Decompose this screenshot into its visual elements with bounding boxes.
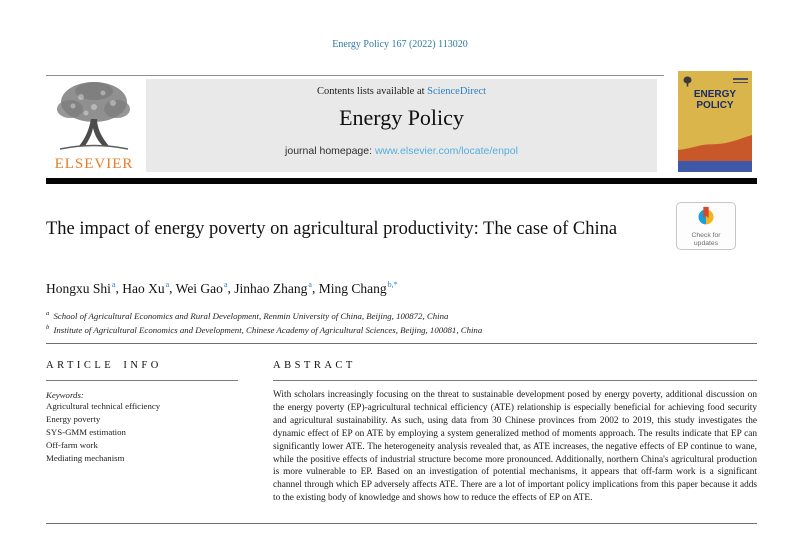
homepage-label: journal homepage: — [285, 145, 373, 157]
cover-journal-title — [678, 90, 752, 111]
article-title: The impact of energy poverty on agricultural productivity: The case of China — [46, 219, 618, 239]
author-affiliation-sup: a — [223, 280, 228, 289]
abstract-column — [273, 360, 757, 505]
affiliation-line: $^a$ School of Agricultural Economics and Rural Development, Renmin University of China, Beijing, 100872, China — [46, 310, 449, 321]
crossmark-icon — [696, 206, 716, 227]
affiliation-line: $^b$ Institute of Agricultural Economics and Development, Chinese Academy of Agricultural Sciences, Beijing, 100081, China — [46, 324, 483, 336]
homepage-link[interactable]: www.elsevier.com/locate/enpol — [374, 145, 518, 157]
check-updates-line2: updates — [693, 239, 719, 247]
author-name: Ming Chang$^{b,*}$ — [318, 280, 398, 296]
keywords-label: Keywords: — [46, 390, 84, 400]
abstract-text: With scholars increasingly focusing on the threat to sustainable development posed by energy poverty, additional discussion on the energy poverty (EP)-agricultural technical efficiency (ATE) relationship is especially beneficial for achieving food security and agricultural sustainability. As such, using data from 30 Chinese provinces from 2002 to 2019, this study investigates the dynamic effect of EP on ATE by employing a system generalized method of moments approach. The results indicate that EP can significantly lower ATE. The heterogeneity analysis revealed that, as ATE increases, the negative effects of EP continue to wane, while the positive effects of industrial structure become more pronounced. Additionally, northern China's agricultural production is more vulnerable to EP. Based on an investigation of potential mechanisms, it appears that off-farm work is a significant channel through which EP adversely affects ATE. There are a lot of important policy implications from this paper because it adds to the existing body of knowledge and shows how to reduce the effects of EP on ATE. — [273, 390, 757, 504]
cover-mini-logo-icon — [683, 76, 692, 88]
author-name: Hongxu Shi$^a$ — [46, 280, 116, 296]
keyword-item: Off-farm work — [46, 440, 98, 450]
abstract-underline — [273, 380, 757, 381]
abstract-heading: ABSTRACT — [273, 360, 356, 371]
cover-title-line2: POLICY — [696, 99, 734, 111]
header-top-rule — [46, 75, 664, 76]
author-affiliation-sup: b,* — [387, 280, 398, 289]
journal-cover-thumbnail — [678, 71, 752, 172]
cover-issue-text-placeholder — [733, 78, 748, 85]
journal-banner — [146, 79, 657, 172]
cover-title-line1: ENERGY — [693, 89, 737, 100]
author-list: Hongxu Shi$^a$, Hao Xu$^a$, Wei Gao$^a$, Jinhao Zhang$^a$, Ming Chang$^{b,*}$ — [46, 280, 398, 296]
elsevier-tree-icon — [53, 79, 135, 155]
elsevier-logo — [46, 79, 142, 173]
article-info-heading: ARTICLE INFO — [46, 360, 162, 371]
journal-title: Energy Policy — [339, 105, 464, 130]
check-updates-label — [677, 232, 735, 247]
journal-citation-link[interactable]: Energy Policy 167 (2022) 113020 — [332, 39, 468, 50]
keyword-item: Agricultural technical efficiency — [46, 401, 161, 411]
keyword-item: SYS-GMM estimation — [46, 427, 126, 437]
keyword-item: Energy poverty — [46, 414, 101, 424]
section-top-rule — [46, 343, 757, 344]
contents-lists-line — [146, 79, 657, 97]
author-affiliation-sup: a — [165, 280, 170, 289]
homepage-line — [146, 145, 657, 157]
author-name: Wei Gao$^a$ — [175, 280, 228, 296]
cover-mountain-art — [678, 134, 752, 161]
article-info-column — [46, 360, 238, 465]
article-info-underline — [46, 380, 238, 381]
elsevier-wordmark: ELSEVIER — [54, 156, 134, 172]
cover-bottom-band — [678, 161, 752, 172]
keywords-list — [46, 400, 238, 465]
sciencedirect-link[interactable]: ScienceDirect — [427, 86, 487, 97]
check-updates-badge[interactable] — [676, 202, 736, 250]
author-affiliation-sup: a — [111, 280, 116, 289]
keyword-item: Mediating mechanism — [46, 453, 125, 463]
check-updates-line1: Check for — [691, 232, 721, 239]
affiliation-list — [46, 308, 482, 337]
author-name: Jinhao Zhang$^a$ — [234, 280, 312, 296]
author-affiliation-sup: a — [308, 280, 312, 289]
author-name: Hao Xu$^a$ — [122, 280, 170, 296]
contents-lists-text: Contents lists available at — [316, 86, 425, 97]
section-bottom-rule — [46, 523, 757, 524]
header-divider-bar — [46, 178, 757, 184]
